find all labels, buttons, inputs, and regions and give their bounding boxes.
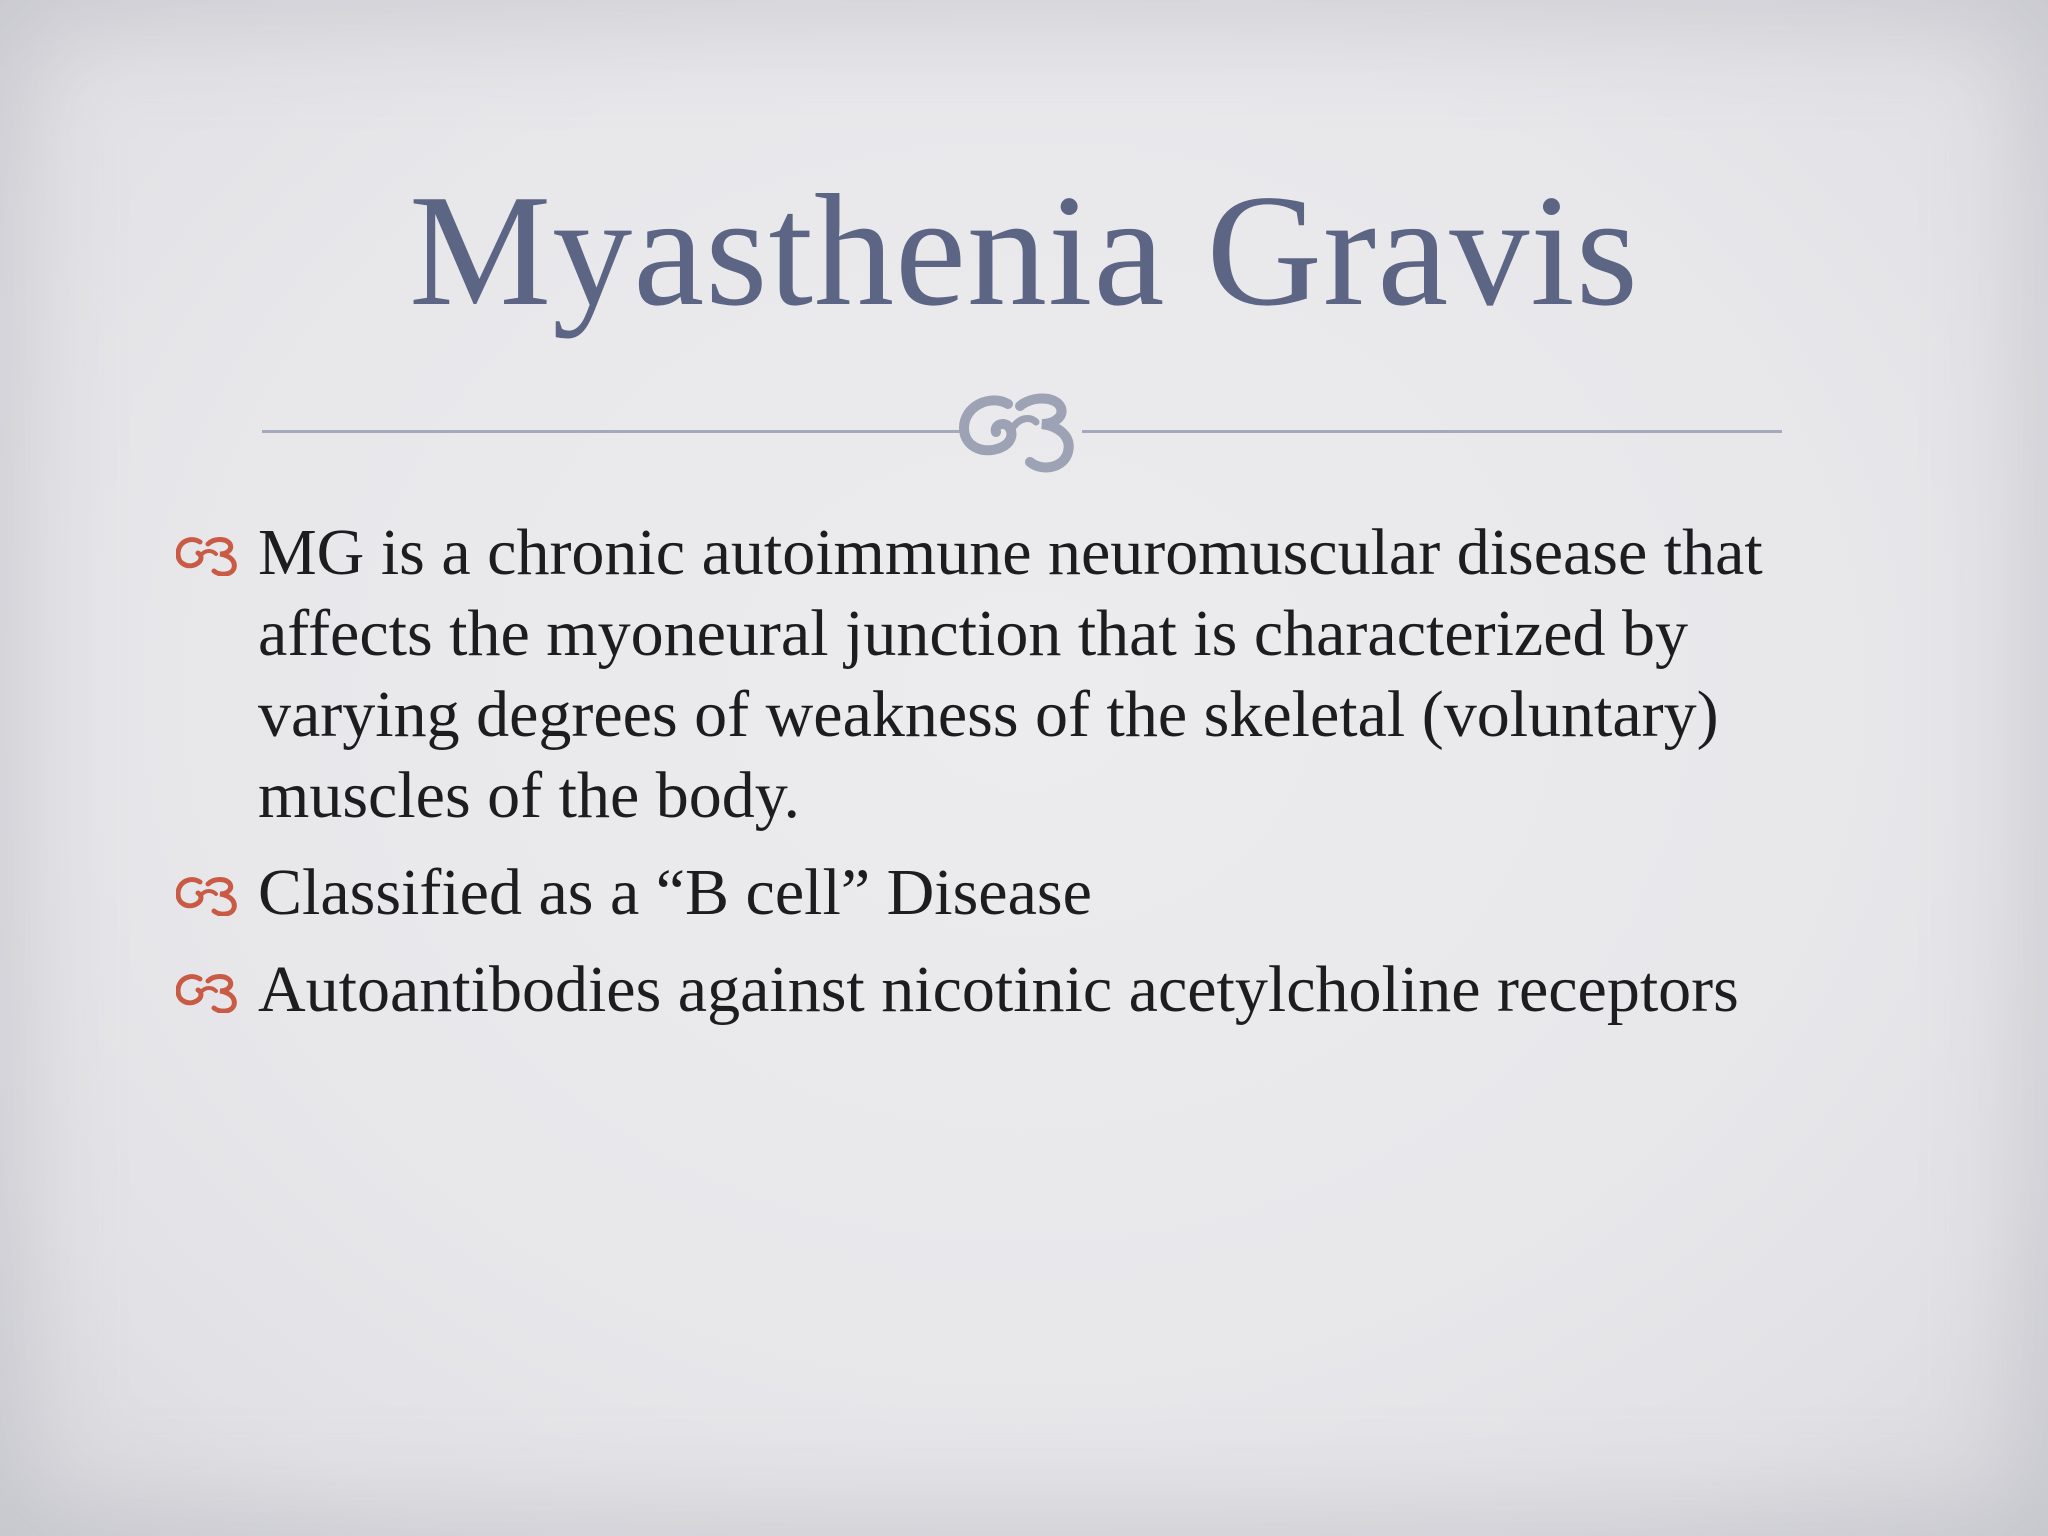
curl-bullet-icon	[176, 969, 244, 1013]
bullet-item	[176, 949, 1876, 1030]
bullet-list	[176, 512, 1876, 1046]
bullet-item	[176, 852, 1876, 933]
curl-bullet-icon	[176, 872, 244, 916]
bullet-text: Classified as a “B cell” Disease	[258, 856, 1092, 929]
curl-bullet-icon	[176, 532, 244, 576]
bullet-text: Autoantibodies against nicotinic acetylcholine receptors	[258, 953, 1739, 1026]
divider-line-right	[1082, 430, 1782, 433]
bullet-item	[176, 512, 1876, 836]
slide-title: Myasthenia Gravis	[408, 161, 1640, 339]
curl-ornament-icon	[950, 376, 1100, 476]
bullet-text: MG is a chronic autoimmune neuromuscular disease that affects the myoneural junction that is characterized by varying degrees of weakness of the skeletal (voluntary) muscles of the body.	[258, 516, 1763, 832]
divider-line-left	[262, 430, 962, 433]
